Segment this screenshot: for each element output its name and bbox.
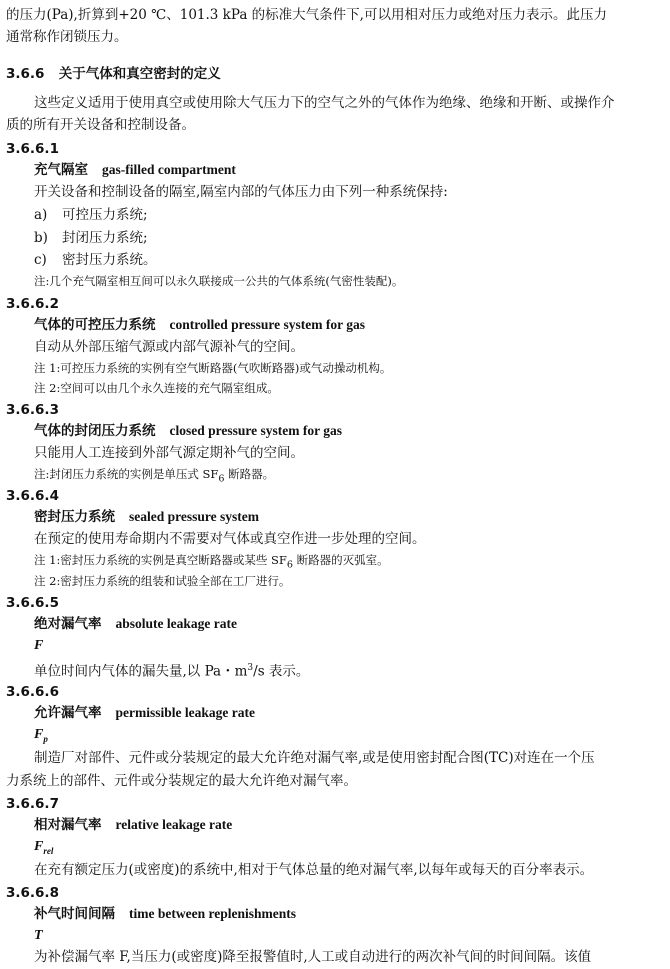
term-en: sealed pressure system bbox=[129, 509, 259, 524]
term-en: controlled pressure system for gas bbox=[169, 317, 365, 332]
note-subscript: 6 bbox=[286, 559, 293, 571]
definition-text: 开关设备和控制设备的隔室,隔室内部的气体压力由下列一种系统保持: bbox=[34, 184, 448, 200]
section-title: 关于气体和真空密封的定义 bbox=[58, 66, 221, 82]
note-text bbox=[34, 551, 389, 574]
term-heading bbox=[34, 508, 259, 526]
clause-number: 3.6.6.6 bbox=[6, 684, 59, 700]
section-heading bbox=[6, 65, 221, 83]
note-part: 注:封闭压力系统的实例是单压式 SF bbox=[34, 467, 219, 481]
clause-number: 3.6.6.4 bbox=[6, 488, 59, 504]
note-subscript: 6 bbox=[218, 473, 225, 485]
intro-line-1: 的压力(Pa),折算到+20 ℃、101.3 kPa 的标准大气条件下,可以用相对压力或绝对压力表示。此压力 bbox=[6, 7, 607, 23]
term-en: closed pressure system for gas bbox=[169, 423, 342, 438]
section-number: 3.6.6 bbox=[6, 66, 45, 82]
note-text: 注 2:密封压力系统的组装和试验全部在工厂进行。 bbox=[34, 574, 291, 588]
term-cn: 相对漏气率 bbox=[34, 817, 102, 833]
list-item-text: 密封压力系统。 bbox=[62, 252, 157, 268]
clause-number: 3.6.6.7 bbox=[6, 796, 59, 812]
clause-number: 3.6.6.3 bbox=[6, 402, 59, 418]
list-item-label: a) bbox=[34, 207, 48, 223]
list-item bbox=[34, 206, 148, 224]
term-cn: 气体的封闭压力系统 bbox=[34, 423, 156, 439]
term-heading bbox=[34, 704, 255, 722]
symbol-base: F bbox=[34, 727, 44, 742]
definition-superscript: 3 bbox=[247, 663, 254, 673]
definition-text: 力系统上的部件、元件或分装规定的最大允许绝对漏气率。 bbox=[6, 773, 357, 789]
note-part: 断路器的灭弧室。 bbox=[292, 553, 389, 567]
term-cn: 补气时间间隔 bbox=[34, 906, 115, 922]
term-symbol bbox=[34, 838, 53, 860]
term-en: permissible leakage rate bbox=[115, 705, 255, 720]
term-symbol: T bbox=[34, 928, 43, 943]
term-cn: 密封压力系统 bbox=[34, 509, 115, 525]
term-symbol: F bbox=[34, 638, 44, 653]
symbol-base: F bbox=[34, 839, 44, 854]
note-text: 注:几个充气隔室相互间可以永久联接成一公共的气体系统(气密性装配)。 bbox=[34, 274, 404, 288]
note-text bbox=[34, 465, 274, 488]
list-item-text: 可控压力系统; bbox=[62, 207, 148, 223]
term-cn: 允许漏气率 bbox=[34, 705, 102, 721]
list-item-label: b) bbox=[34, 230, 48, 246]
term-cn: 绝对漏气率 bbox=[34, 616, 102, 632]
definition-text: 为补偿漏气率 F,当压力(或密度)降至报警值时,人工或自动进行的两次补气间的时间间隔。该值 bbox=[34, 949, 592, 965]
symbol-subscript: rel bbox=[43, 845, 54, 856]
definition-text: 在充有额定压力(或密度)的系统中,相对于气体总量的绝对漏气率,以每年或每天的百分率表示。 bbox=[34, 862, 594, 878]
term-en: gas-filled compartment bbox=[102, 162, 236, 177]
term-cn: 充气隔室 bbox=[34, 162, 88, 178]
term-symbol bbox=[34, 726, 48, 748]
symbol-subscript: p bbox=[43, 733, 48, 744]
intro-line-2: 通常称作闭锁压力。 bbox=[6, 29, 128, 45]
section-desc-line-2: 质的所有开关设备和控制设备。 bbox=[6, 117, 195, 133]
definition-text: 制造厂对部件、元件或分装规定的最大允许绝对漏气率,或是使用密封配合图(TC)对连在一个压 bbox=[34, 750, 595, 766]
term-en: absolute leakage rate bbox=[115, 616, 237, 631]
definition-text: 只能用人工连接到外部气源定期补气的空间。 bbox=[34, 445, 304, 461]
list-item-text: 封闭压力系统; bbox=[62, 230, 148, 246]
list-item bbox=[34, 229, 148, 247]
note-part: 断路器。 bbox=[224, 467, 275, 481]
term-en: relative leakage rate bbox=[115, 817, 233, 832]
clause-number: 3.6.6.8 bbox=[6, 885, 59, 901]
definition-part: /s 表示。 bbox=[253, 663, 310, 680]
note-text: 注 1:可控压力系统的实例有空气断路器(气吹断路器)或气动操动机构。 bbox=[34, 361, 392, 375]
term-cn: 气体的可控压力系统 bbox=[34, 317, 156, 333]
definition-text bbox=[34, 659, 309, 681]
note-text: 注 2:空间可以由几个永久连接的充气隔室组成。 bbox=[34, 381, 279, 395]
note-part: 注 1:密封压力系统的实例是真空断路器或某些 SF bbox=[34, 553, 287, 567]
definition-text: 在预定的使用寿命期内不需要对气体或真空作进一步处理的空间。 bbox=[34, 531, 426, 547]
section-desc-line-1: 这些定义适用于使用真空或使用除大气压力下的空气之外的气体作为绝缘、绝缘和开断、或操作介 bbox=[34, 95, 615, 111]
term-heading bbox=[34, 316, 365, 334]
term-heading bbox=[34, 816, 232, 834]
list-item bbox=[34, 251, 157, 269]
list-item-label: c) bbox=[34, 252, 47, 268]
term-heading bbox=[34, 905, 296, 923]
term-heading bbox=[34, 161, 236, 179]
term-en: time between replenishments bbox=[129, 906, 296, 921]
term-heading bbox=[34, 615, 237, 633]
definition-text: 自动从外部压缩气源或内部气源补气的空间。 bbox=[34, 339, 304, 355]
definition-part: 单位时间内气体的漏失量,以 Pa・m bbox=[34, 663, 248, 680]
clause-number: 3.6.6.2 bbox=[6, 296, 59, 312]
clause-number: 3.6.6.5 bbox=[6, 595, 59, 611]
clause-number: 3.6.6.1 bbox=[6, 141, 59, 157]
term-heading bbox=[34, 422, 342, 440]
